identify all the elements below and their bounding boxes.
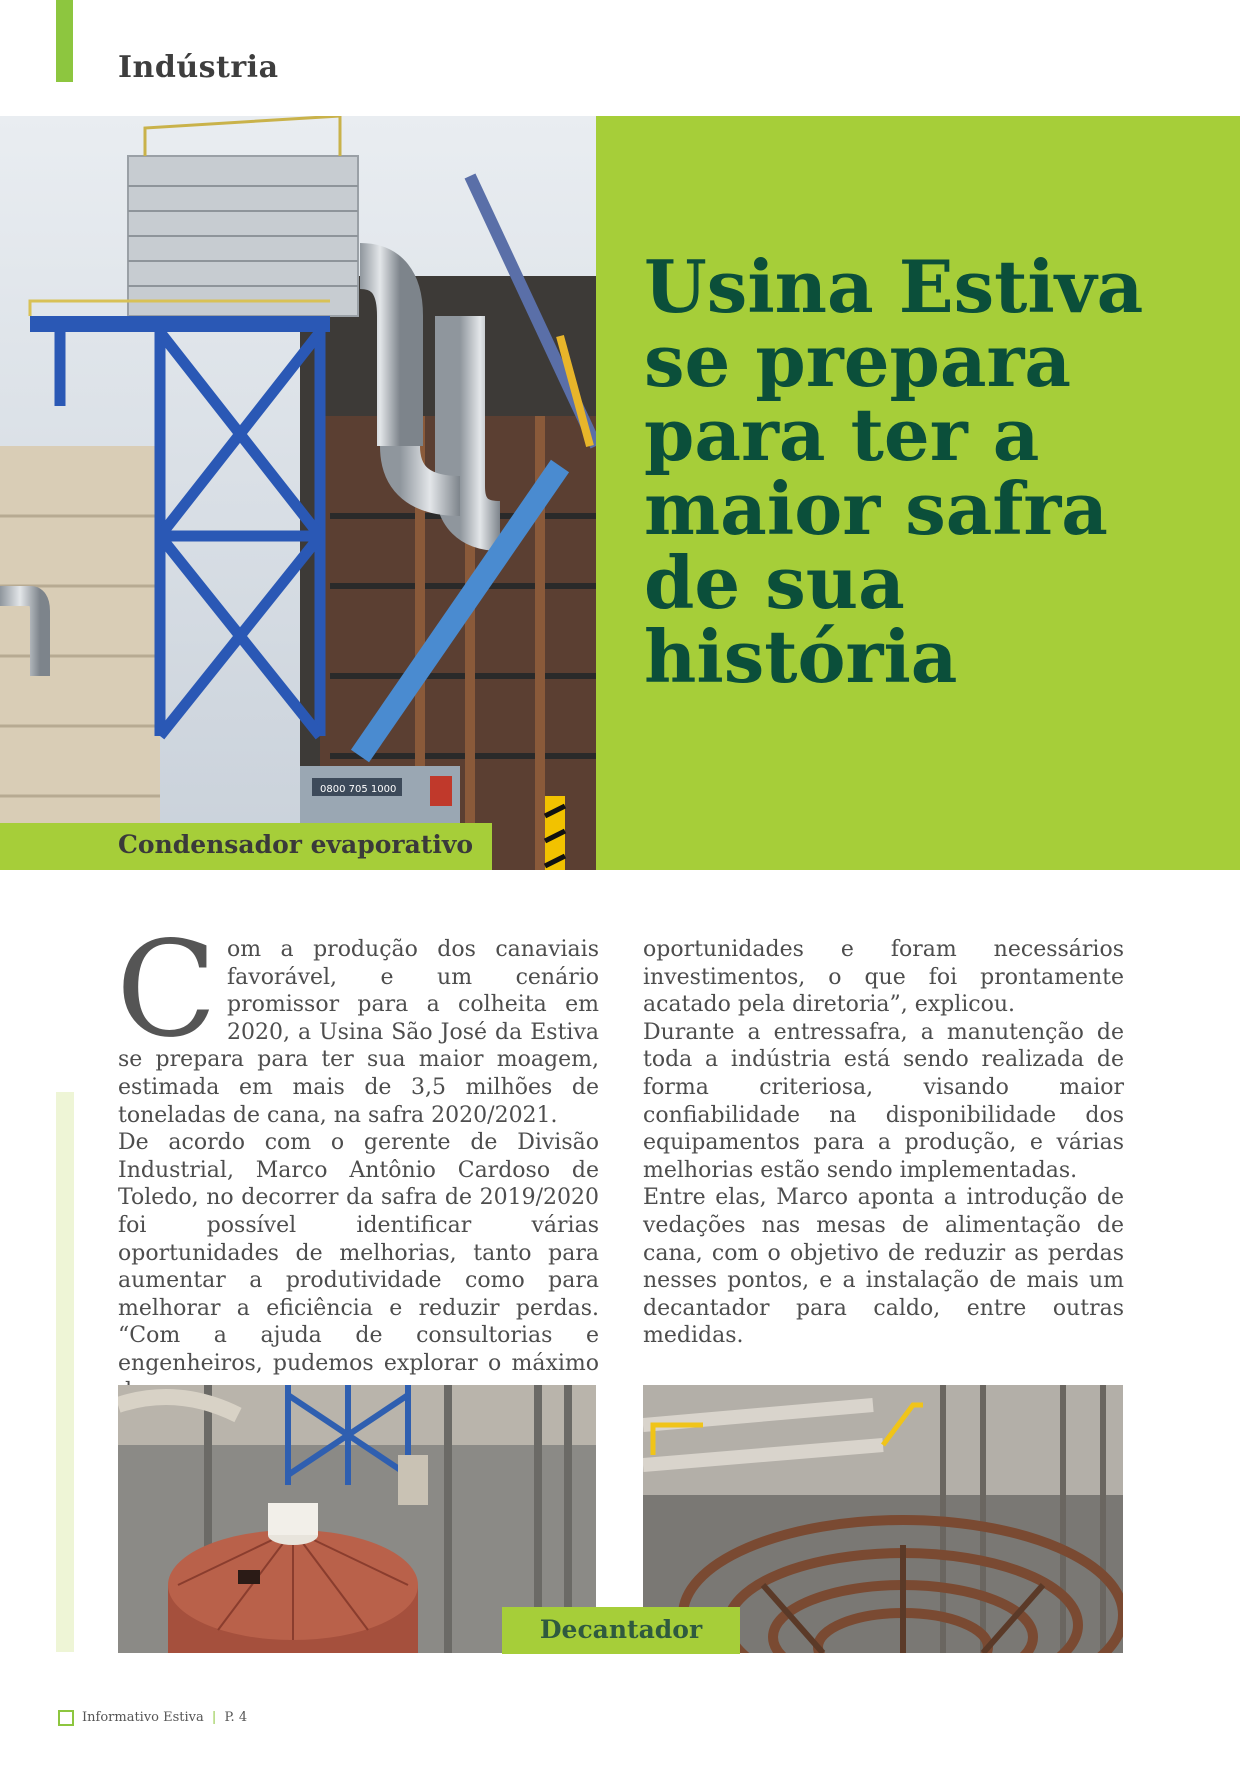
footer-square-icon: [58, 1710, 74, 1726]
lift-phone-label: 0800 705 1000: [320, 784, 397, 795]
article-column-right: [643, 936, 1124, 1350]
article-paragraph: Entre elas, Marco aponta a introdução de vedações nas mesas de alimentação de cana, com o objetivo de reduzir as perdas nesses pontos, e a instalação de mais um decantador para caldo, entre outras medidas.: [643, 1185, 1124, 1349]
article-paragraph: Durante a entressafra, a manutenção de toda a indústria está sendo realizada de forma criteriosa, visando maior confiabilidade na disponibilidade dos equipamentos para a produção, e várias melhorias estão sendo implementadas.: [643, 1019, 1124, 1183]
article-headline: Usina Estiva se prepara para ter a maior safra de sua história: [644, 244, 1144, 699]
side-accent-bar: [56, 1092, 74, 1652]
header-accent-bar: [56, 0, 73, 82]
decanter-caption: Decantador: [539, 1615, 703, 1644]
hero-photo-caption: Condensador evaporativo: [118, 830, 474, 859]
drop-cap: C: [116, 913, 217, 1067]
footer-publication: Informativo Estiva: [82, 1710, 204, 1725]
footer-page-number: P. 4: [224, 1710, 248, 1725]
article-paragraph: oportunidades e foram necessários investimentos, o que foi prontamente acatado pela diretoria”, explicou.: [643, 937, 1124, 1018]
footer-separator: |: [211, 1710, 217, 1725]
article-paragraph: De acordo com o gerente de Divisão Industrial, Marco Antônio Cardoso de Toledo, no decorrer da safra de 2019/2020 foi possível identificar várias oportunidades de melhorias, tanto para aumentar a produtividade como para melhorar a eficiência e reduzir perdas. “Com a ajuda de consultorias e engenheiros, pudemos explorar o máximo: [118, 1130, 599, 1376]
section-label: Indústria: [118, 50, 279, 85]
footer: [82, 1710, 247, 1725]
article-column-left: [116, 913, 599, 1405]
hero-photo-evaporative-condenser: [0, 116, 596, 870]
article-paragraph: om a produção dos canaviais favorável, e um cenário promissor para a colheita em 2020, a Usina São José da Estiva se prepara para ter sua maior moagem, estimada em mais de 3,5 milhões de toneladas de cana, na safra 2020/2021.: [118, 937, 599, 1128]
